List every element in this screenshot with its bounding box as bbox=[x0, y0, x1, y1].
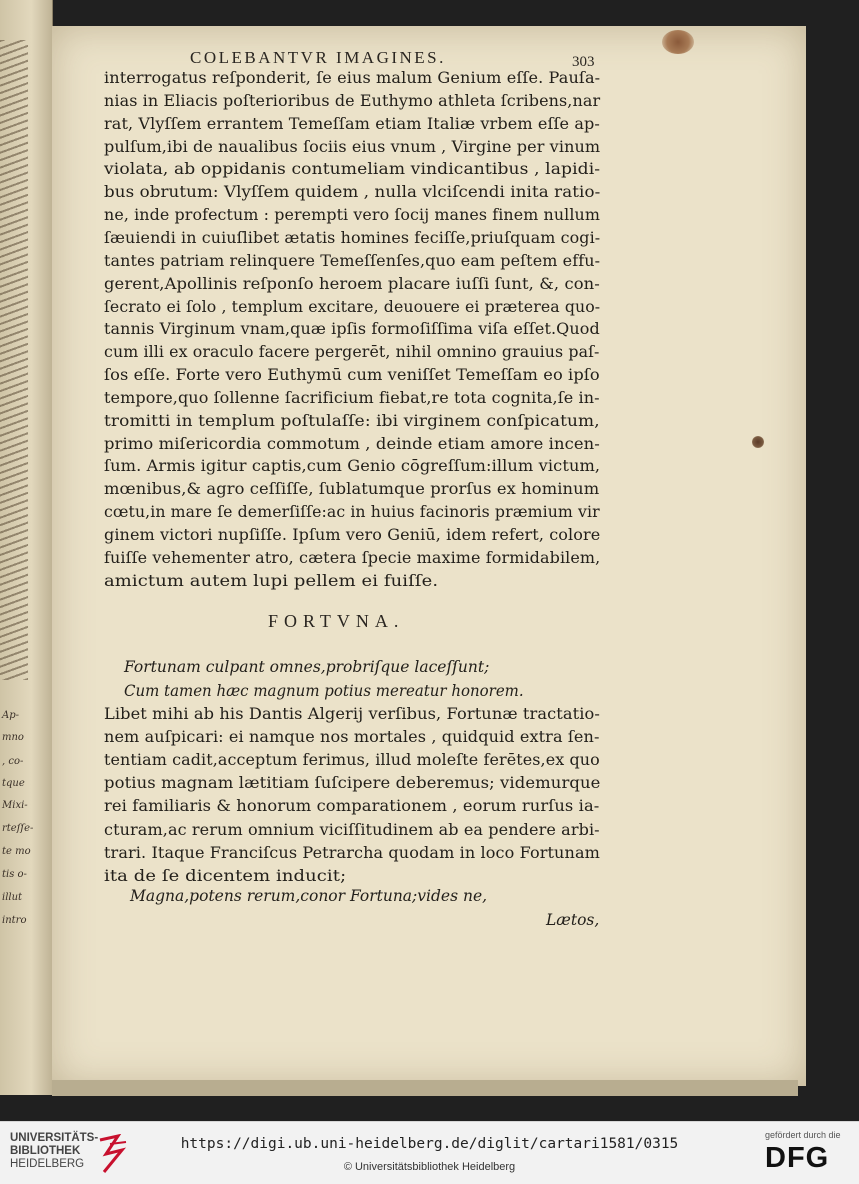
left-page-fragment: te mo bbox=[2, 846, 31, 857]
text-line: tantes patriam relinquere Temeſſenſes,quo eam peſtem effu- bbox=[104, 250, 601, 270]
text-line: tannis Virginum vnam,quæ ipſis formoſiſſima viſa eſſet.Quod bbox=[104, 319, 600, 339]
text-line: rat, Vlyſſem errantem Temeſſam etiam Italiæ vrbem eſſe ap- bbox=[104, 113, 600, 133]
text-line: ſecrato ei ſolo , templum excitare, deuouere ei præterea quo- bbox=[104, 296, 601, 316]
text-line: primo miſericordia commotum , deinde etiam amore incen- bbox=[104, 433, 600, 453]
left-page-fragment: rteſſe- bbox=[2, 823, 34, 834]
text-line: gerent,Apollinis reſponſo heroem placare iuſſi ſunt, &, con- bbox=[104, 273, 600, 293]
left-page-fragment: mno bbox=[2, 732, 24, 743]
left-page-fragment: Ap- bbox=[2, 710, 20, 721]
text-line: violata, ab oppidanis contumeliam vindicantibus , lapidi- bbox=[104, 159, 601, 179]
catchword: Lætos, bbox=[546, 911, 600, 929]
left-page-fragment: Mixi- bbox=[2, 800, 28, 811]
verse-line: Fortunam culpant omnes,probriſque laceſſunt; bbox=[124, 658, 490, 676]
text-line: nem auſpicari: ei namque nos mortales , quidquid extra ſen- bbox=[104, 727, 600, 747]
left-page-fragment: tis o- bbox=[2, 869, 27, 880]
library-name-line: HEIDELBERG bbox=[10, 1158, 85, 1170]
text-line: ne, inde profectum : perempti vero ſocij manes finem nullum bbox=[104, 205, 601, 225]
page-url-link[interactable]: https://digi.ub.uni-heidelberg.de/diglit/cartari1581/0315 bbox=[180, 1136, 679, 1152]
text-line: potius magnam lætitiam ſuſcipere deberemus; videmurque bbox=[104, 773, 601, 793]
text-line: amictum autem lupi pellem ei fuiſſe. bbox=[104, 570, 439, 590]
copyright-notice: © Universitätsbibliothek Heidelberg bbox=[343, 1161, 516, 1173]
funding-label: gefördert durch die bbox=[765, 1130, 841, 1140]
dfg-logo[interactable]: DFG bbox=[765, 1142, 830, 1174]
left-page-fragment: tque bbox=[2, 778, 25, 789]
text-line: cturam,ac rerum omnium viciſſitudinem ab ea pendere arbi- bbox=[104, 819, 600, 839]
verse-line: Magna,potens rerum,conor Fortuna;vides ne, bbox=[130, 887, 488, 905]
text-line: bus obrutum: Vlyſſem quidem , nulla vlciſcendi inita ratio- bbox=[104, 182, 601, 202]
text-line: pulſum,ibi de naualibus ſociis eius vnum , Virgine per vinum bbox=[104, 136, 601, 156]
text-line: fuiſſe vehementer atro, cætera ſpecie maxime formidabilem, bbox=[104, 547, 601, 567]
left-page-fragment: , co- bbox=[2, 756, 24, 767]
text-line: cum illi ex oraculo facere pergerēt, nihil omnino grauius paſ- bbox=[104, 342, 600, 362]
text-line: trari. Itaque Franciſcus Petrarcha quodam in loco Fortunam bbox=[104, 842, 600, 862]
text-line: ſum. Armis igitur captis,cum Genio cōgreſſum:illum victum, bbox=[104, 456, 601, 476]
left-page-fragment: illut bbox=[2, 892, 23, 903]
text-line: ſæuiendi in cuiuſlibet ætatis homines feciſſe,priuſquam cogi- bbox=[104, 227, 601, 247]
left-page-illustration bbox=[0, 40, 28, 680]
text-line: tempore,quo ſollenne ſacrificium fiebat,re tota cognita,ſe in- bbox=[104, 387, 600, 407]
section-heading: FORTVNA. bbox=[268, 611, 405, 631]
ink-spot bbox=[752, 436, 764, 448]
text-line: rei familiaris & honorum comparationem , eorum rurſus ia- bbox=[104, 796, 600, 816]
text-line: ita de ſe dicentem inducit; bbox=[104, 865, 347, 885]
ink-stain bbox=[662, 30, 694, 54]
text-line: mœnibus,& agro ceſſiſſe, ſublatumque prorſus ex hominum bbox=[104, 479, 600, 499]
left-page-edge bbox=[0, 0, 53, 1095]
text-line: tentiam cadit,acceptum ferimus, illud moleſte ferētes,ex quo bbox=[104, 750, 600, 770]
viewer-footer bbox=[0, 1121, 859, 1184]
text-line: interrogatus reſponderit, ſe eius malum Genium eſſe. Pauſa- bbox=[104, 68, 601, 87]
verse-line: Cum tamen hæc magnum potius mereatur honorem. bbox=[124, 682, 524, 700]
text-line: ginem victori nupſiſſe. Ipſum vero Geniū, idem refert, colore bbox=[104, 525, 601, 544]
library-name-line: UNIVERSITÄTS- bbox=[10, 1132, 99, 1144]
text-line: nias in Eliacis poſterioribus de Euthymo athleta ſcribens,nar bbox=[104, 90, 601, 110]
running-head: COLEBANTVR IMAGINES. bbox=[190, 48, 446, 67]
page-number: 303 bbox=[572, 54, 595, 70]
page-edge-shadow bbox=[52, 1080, 798, 1096]
left-page-fragment: intro bbox=[2, 915, 27, 926]
text-line: Libet mihi ab his Dantis Algerij verſibus, Fortunæ tractatio- bbox=[104, 704, 600, 723]
library-name-line: BIBLIOTHEK bbox=[10, 1145, 81, 1157]
text-line: tromitti in templum poſtulaſſe: ibi virginem conſpicatum, bbox=[104, 410, 600, 430]
text-line: ſos eſſe. Forte vero Euthymū cum veniſſet Temeſſam eo ipſo bbox=[104, 365, 600, 385]
text-line: cœtu,in mare ſe demerſiſſe:ac in huius facinoris præmium vir bbox=[104, 502, 600, 522]
